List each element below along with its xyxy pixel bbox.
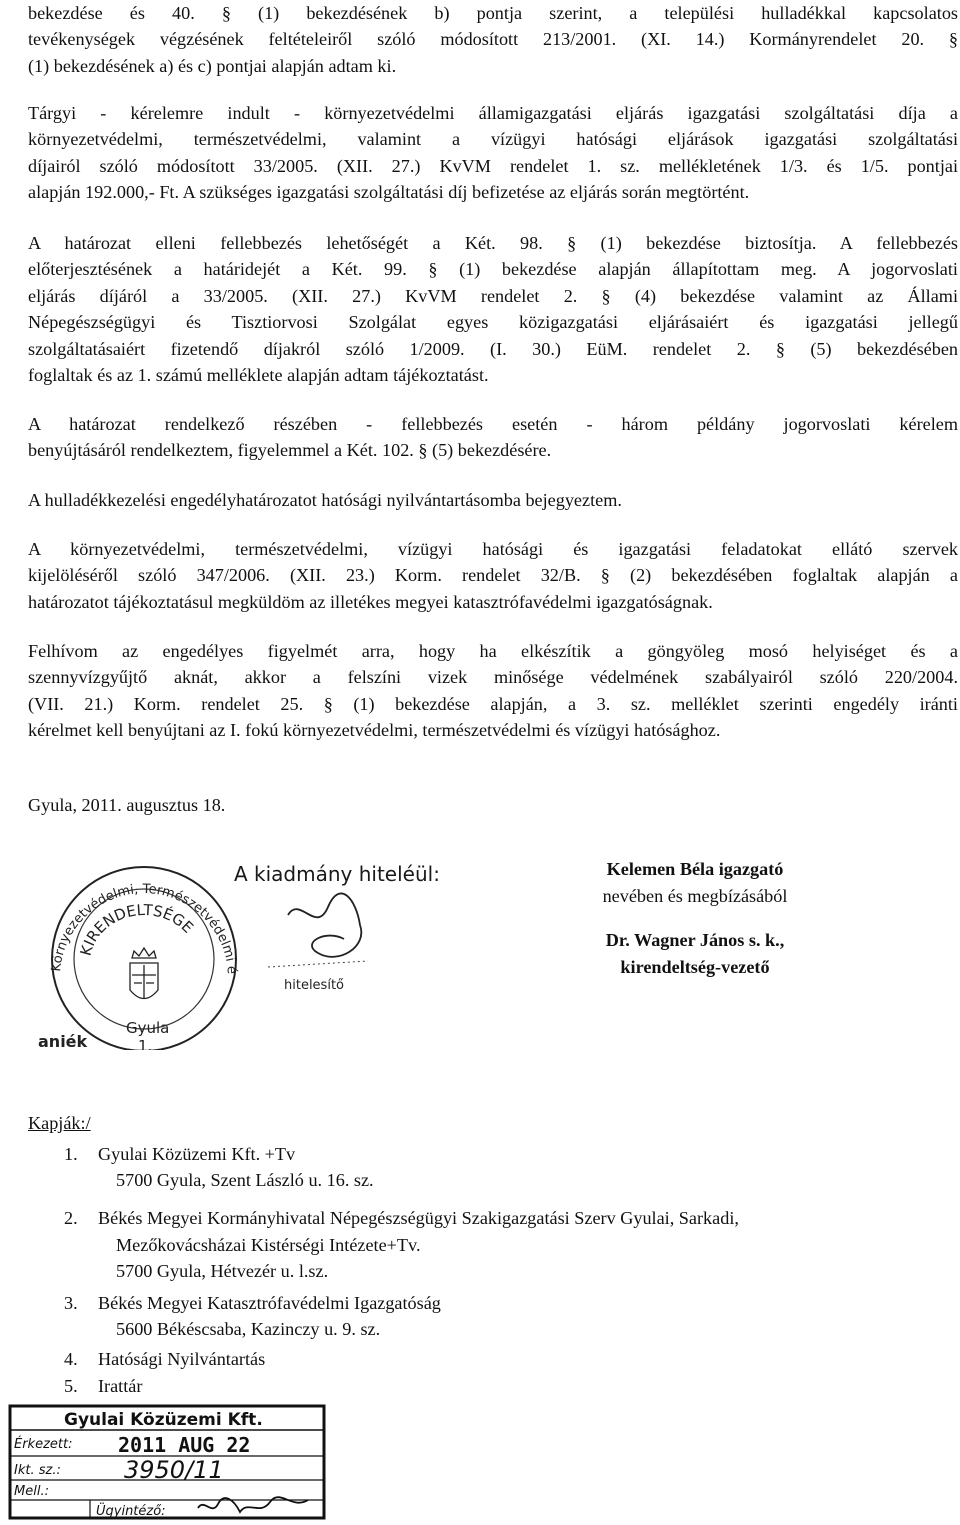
signer-name: Dr. Wagner János s. k.,	[605, 930, 785, 950]
official-stamp-seal	[38, 855, 528, 1050]
text-line: (VII. 21.) Korm. rendelet 25. § (1) bekezdése alapján, a 3. sz. melléklet szerinti engedély iránti	[28, 693, 958, 714]
paragraph-legal-basis	[28, 0, 958, 79]
recipient-address: 5600 Békéscsaba, Kazinczy u. 9. sz.	[116, 1319, 381, 1340]
text-line: benyújtásáról rendelkeztem, figyelemmel a Két. 102. § (5) bekezdésére.	[28, 440, 552, 461]
list-item	[64, 1290, 739, 1342]
recipient-address: Mezőkovácsházai Kistérségi Intézete+Tv.	[116, 1234, 421, 1255]
text-line: előterjesztésének a határidejét a Két. 99. § (1) bekezdése alapján állapítottam meg. A jogorvoslati	[28, 259, 958, 280]
copy-certification-label: A kiadmány hiteléül:	[234, 862, 440, 886]
list-item	[64, 1141, 739, 1193]
text-line: (1) bekezdésének a) és c) pontjai alapján adtam ki.	[28, 55, 397, 76]
certify-word: hitelesítő	[284, 978, 344, 993]
list-item	[64, 1346, 739, 1372]
stamp-company: Gyulai Közüzemi Kft.	[64, 1410, 263, 1430]
signature-block	[560, 856, 830, 980]
received-value: 2011 AUG 22	[118, 1433, 251, 1457]
text-line: A határozat elleni fellebbezés lehetőségét a Két. 98. § (1) bekezdése biztosítja. A fellebbezés	[28, 233, 958, 253]
list-item	[64, 1205, 739, 1284]
text-line: környezetvédelmi, természetvédelmi, valamint a vízügyi hatósági eljárások igazgatási szolgáltatási	[28, 129, 958, 150]
text-line: Felhívom az engedélyes figyelmét arra, hogy ha elkészítik a göngyöleg mosó helyiséget és a	[28, 641, 958, 661]
text-line: szolgáltatásaiért fizetendő díjakról szóló 1/2009. (I. 30.) EüM. rendelet 2. § (5) bekezdésében	[28, 338, 958, 359]
text-line: határozatot tájékoztatásul megküldöm az illetékes megyei katasztrófavédelmi igazgatóságnak.	[28, 591, 713, 612]
list-number: 4.	[64, 1349, 78, 1370]
official-stamp-area	[38, 855, 528, 1050]
ref-value: 3950/11	[124, 1456, 224, 1484]
ref-label: Ikt. sz.:	[14, 1463, 61, 1478]
text-line: Népegészségügyi és Tisztiorvosi Szolgálat egyes közigazgatási eljárásaiért és igazgatási jellegű	[28, 312, 958, 333]
text-line: bekezdése és 40. § (1) bekezdésének b) pontja szerint, a települési hulladékkal kapcsolatos	[28, 3, 958, 23]
paragraph-copies	[28, 411, 958, 464]
list-number: 3.	[64, 1293, 78, 1314]
registration-stamp-box	[8, 1404, 326, 1520]
list-item	[64, 1373, 739, 1399]
stamp-city: Gyula	[126, 1019, 170, 1037]
recipient-name: Hatósági Nyilvántartás	[98, 1349, 266, 1370]
text-line: A környezetvédelmi, természetvédelmi, vízügyi hatósági és igazgatási feladatokat ellátó szervek	[28, 539, 958, 559]
text-line: Tárgyi - kérelemre indult - környezetvédelmi államigazgatási eljárás igazgatási szolgáltatási díja a	[28, 103, 958, 123]
paragraph-registry	[28, 487, 958, 513]
recipients-title: Kapják:/	[28, 1113, 91, 1133]
place-date: Gyula, 2011. augusztus 18.	[28, 795, 226, 815]
coat-of-arms-icon	[130, 948, 158, 999]
paragraph-appeal	[28, 230, 958, 388]
recipient-name: Békés Megyei Katasztrófavédelmi Igazgatóság	[98, 1293, 441, 1314]
att-label: Mell.:	[14, 1484, 49, 1499]
text-line: díjairól szóló módosított 33/2005. (XII. 27.) KvVM rendelet 1. sz. mellékletének 1/3. és 1/5. pontjai	[28, 155, 958, 176]
text-line: kijelöléséről szóló 347/2006. (XII. 23.) Korm. rendelet 32/B. § (2) bekezdésében foglaltak alapján a	[28, 565, 958, 586]
stamp-number: 1.	[138, 1037, 153, 1050]
stamp-circle-text: Környezetvédelmi, Természetvédelmi é	[49, 881, 240, 975]
text-line: foglaltak és az 1. számú melléklete alapján adtam tájékoztatást.	[28, 365, 489, 386]
registration-stamp	[8, 1404, 326, 1520]
text-line: A hulladékkezelési engedélyhatározatot hatósági nyilvántartásomba bejegyeztem.	[28, 490, 622, 510]
paragraph-notice	[28, 536, 958, 615]
on-behalf-text: nevében és megbízásából	[602, 885, 788, 906]
director-name: Kelemen Béla igazgató	[606, 859, 784, 879]
recipient-name: Békés Megyei Kormányhivatal Népegészségügyi Szakigazgatási Szerv Gyulai, Sarkadi,	[98, 1208, 739, 1229]
stamp-inner-text: KIRENDELTSÉGE	[76, 900, 197, 958]
text-line: tevékenységek végzésének feltételeiről szóló módosított 213/2001. (XI. 14.) Kormányrendelet 20. §	[28, 29, 958, 50]
text-line: A határozat rendelkező részében - fellebbezés esetén - három példány jogorvoslati kérelem	[28, 414, 958, 434]
recipient-address: 5700 Gyula, Hétvezér u. l.sz.	[116, 1260, 329, 1281]
paragraph-reminder	[28, 638, 958, 744]
recipients-list	[64, 1141, 739, 1399]
list-number: 2.	[64, 1208, 78, 1229]
stamp-partial-label: aniék	[38, 1032, 88, 1050]
recipient-name: Gyulai Közüzemi Kft. +Tv	[98, 1144, 296, 1164]
list-number: 5.	[64, 1375, 78, 1396]
handwritten-signature	[288, 893, 361, 956]
text-line: szennyvízgyűjtő aknát, akkor a felszíni vizek minősége védelmének szabályairól szóló 220/2004.	[28, 667, 958, 688]
officer-label: Ügyintéző:	[96, 1504, 166, 1519]
received-label: Érkezett:	[14, 1437, 73, 1452]
signer-title: kirendeltség-vezető	[620, 956, 770, 977]
list-number: 1.	[64, 1144, 78, 1164]
text-line: kérelmet kell benyújtani az I. fokú környezetvédelmi, természetvédelmi és vízügyi hatósághoz.	[28, 720, 721, 741]
paragraph-fee	[28, 100, 958, 206]
text-line: alapján 192.000,- Ft. A szükséges igazgatási szolgáltatási díj befizetése az eljárás során megtörtént.	[28, 182, 750, 203]
text-line: eljárás díjáról a 33/2005. (XII. 27.) KvVM rendelet 2. § (4) bekezdése valamint az Állami	[28, 285, 958, 306]
recipient-address: 5700 Gyula, Szent László u. 16. sz.	[116, 1170, 374, 1191]
recipient-name: Irattár	[98, 1375, 143, 1396]
